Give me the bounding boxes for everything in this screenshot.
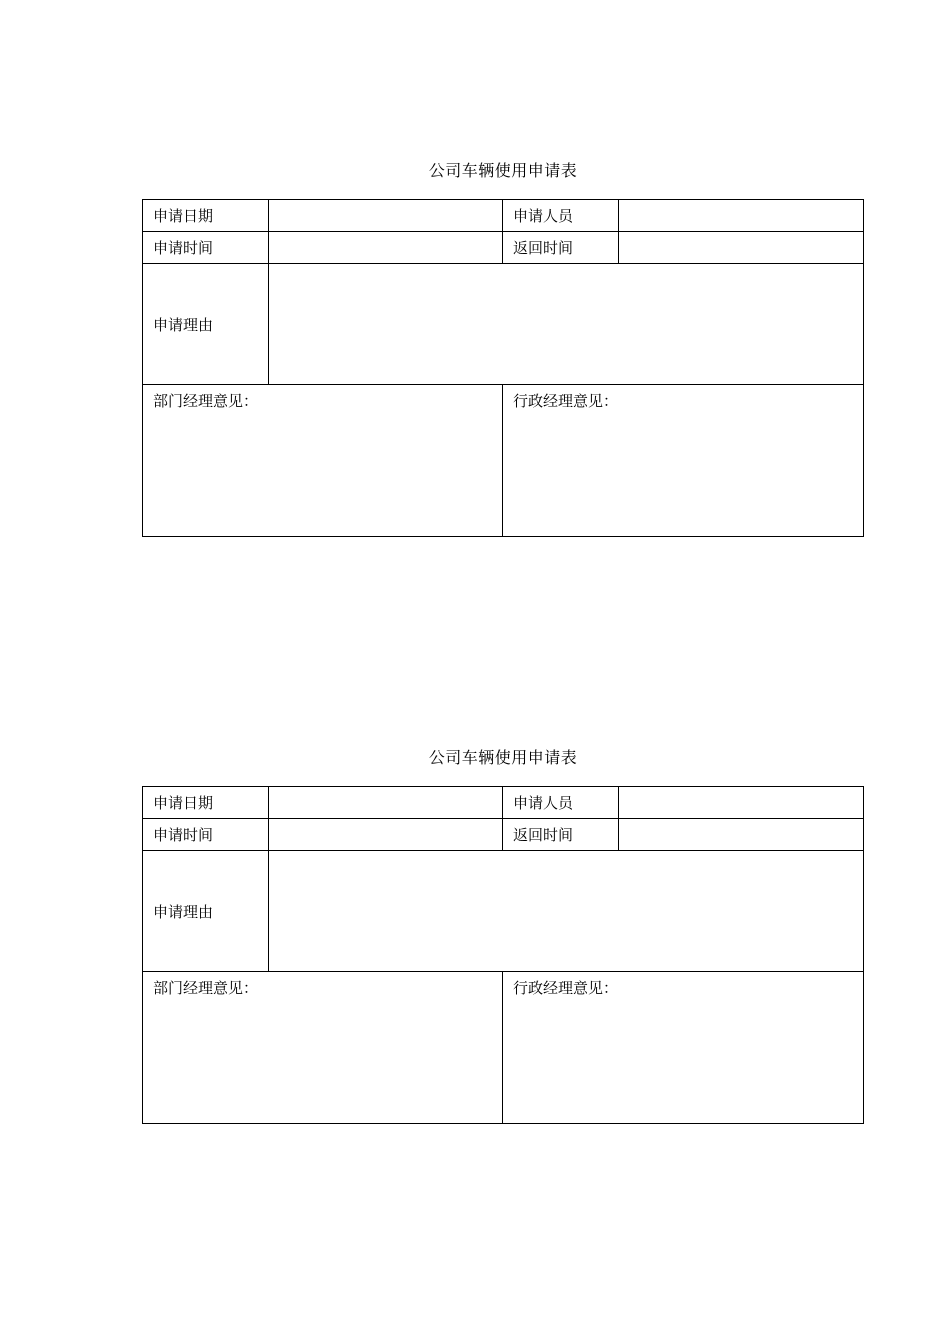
reason-field[interactable] <box>269 851 864 972</box>
return-time-label: 返回时间 <box>503 232 619 264</box>
table-row <box>143 264 864 385</box>
applicant-field[interactable] <box>619 787 864 819</box>
form-title: 公司车辆使用申请表 <box>428 161 578 180</box>
dept-manager-opinion-label: 部门经理意见： <box>153 979 259 997</box>
admin-manager-opinion-label: 行政经理意见： <box>513 392 619 410</box>
table-row <box>143 972 864 1124</box>
return-time-field[interactable] <box>619 232 864 264</box>
apply-date-label: 申请日期 <box>143 200 269 232</box>
table-row <box>143 385 864 537</box>
admin-manager-opinion[interactable] <box>503 385 864 537</box>
admin-manager-opinion-label: 行政经理意见： <box>513 979 619 997</box>
admin-manager-opinion[interactable] <box>503 972 864 1124</box>
dept-manager-opinion[interactable] <box>143 972 503 1124</box>
dept-manager-opinion[interactable] <box>143 385 503 537</box>
apply-time-field[interactable] <box>269 819 503 851</box>
apply-time-field[interactable] <box>269 232 503 264</box>
applicant-field[interactable] <box>619 200 864 232</box>
table-row <box>143 851 864 972</box>
reason-field[interactable] <box>269 264 864 385</box>
apply-time-label: 申请时间 <box>143 232 269 264</box>
applicant-label: 申请人员 <box>503 200 619 232</box>
table-row <box>143 200 864 232</box>
request-table <box>142 199 864 537</box>
apply-time-label: 申请时间 <box>143 819 269 851</box>
reason-label: 申请理由 <box>143 851 269 972</box>
table-row <box>143 232 864 264</box>
return-time-label: 返回时间 <box>503 819 619 851</box>
request-table <box>142 786 864 1124</box>
reason-label: 申请理由 <box>143 264 269 385</box>
return-time-field[interactable] <box>619 819 864 851</box>
table-row <box>143 787 864 819</box>
apply-date-label: 申请日期 <box>143 787 269 819</box>
applicant-label: 申请人员 <box>503 787 619 819</box>
apply-date-field[interactable] <box>269 787 503 819</box>
table-row <box>143 819 864 851</box>
form-title: 公司车辆使用申请表 <box>428 748 578 767</box>
apply-date-field[interactable] <box>269 200 503 232</box>
dept-manager-opinion-label: 部门经理意见： <box>153 392 259 410</box>
